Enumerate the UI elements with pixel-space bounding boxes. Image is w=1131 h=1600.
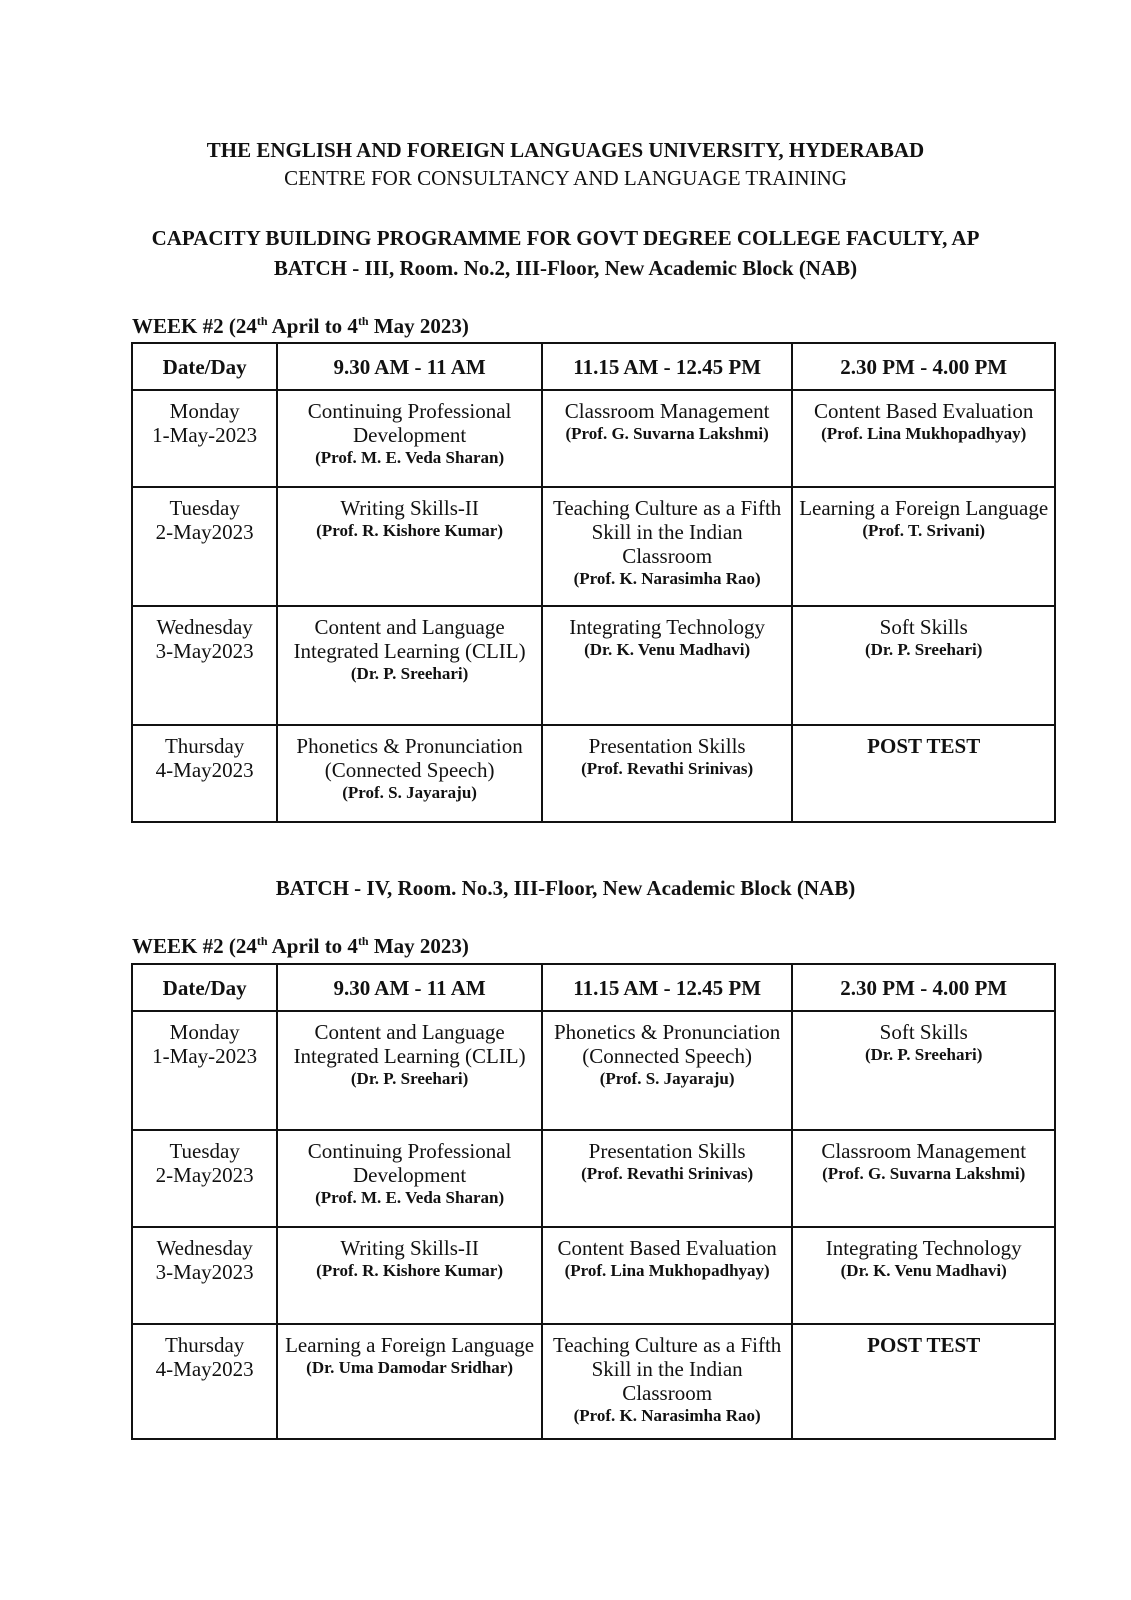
session-cell: Presentation Skills (Prof. Revathi Srinivas) <box>542 1130 793 1227</box>
session-cell: Teaching Culture as a Fifth Skill in the Indian Classroom (Prof. K. Narasimha Rao) <box>542 487 793 606</box>
session-cell: Learning a Foreign Language (Prof. T. Srivani) <box>792 487 1055 606</box>
programme-title: CAPACITY BUILDING PROGRAMME FOR GOVT DEGREE COLLEGE FACULTY, AP <box>151 226 980 250</box>
post-test-cell: POST TEST <box>792 1324 1055 1439</box>
session-cell: Integrating Technology (Dr. K. Venu Madhavi) <box>542 606 793 725</box>
session-cell: Soft Skills (Dr. P. Sreehari) <box>792 1011 1055 1130</box>
week-label: WEEK #2 (24th April to 4th May 2023) <box>132 934 469 958</box>
table-row <box>132 487 1055 606</box>
column-header: 2.30 PM - 4.00 PM <box>792 343 1055 390</box>
day-cell: Monday 1-May-2023 <box>132 1011 277 1130</box>
column-header: 11.15 AM - 12.45 PM <box>542 343 793 390</box>
session-cell: Phonetics & Pronunciation (Connected Speech) (Prof. S. Jayaraju) <box>277 725 542 822</box>
table-row <box>132 1227 1055 1324</box>
session-cell: Writing Skills-II (Prof. R. Kishore Kumar) <box>277 1227 542 1324</box>
session-cell: Content Based Evaluation (Prof. Lina Mukhopadhyay) <box>542 1227 793 1324</box>
batch-3-schedule-table <box>131 342 1056 823</box>
day-cell: Thursday 4-May2023 <box>132 1324 277 1439</box>
column-header: Date/Day <box>132 964 277 1011</box>
table-header-row <box>132 343 1055 390</box>
week-label: WEEK #2 (24th April to 4th May 2023) <box>132 314 469 338</box>
table-row <box>132 1324 1055 1439</box>
column-header: 9.30 AM - 11 AM <box>277 343 542 390</box>
table-row <box>132 1130 1055 1227</box>
session-cell: Content and Language Integrated Learning (CLIL) (Dr. P. Sreehari) <box>277 1011 542 1130</box>
university-title: THE ENGLISH AND FOREIGN LANGUAGES UNIVERSITY, HYDERABAD <box>206 138 925 162</box>
session-cell: Content and Language Integrated Learning (CLIL) (Dr. P. Sreehari) <box>277 606 542 725</box>
session-cell: Classroom Management (Prof. G. Suvarna Lakshmi) <box>792 1130 1055 1227</box>
session-cell: Integrating Technology (Dr. K. Venu Madhavi) <box>792 1227 1055 1324</box>
session-cell: Writing Skills-II (Prof. R. Kishore Kumar) <box>277 487 542 606</box>
session-cell: Learning a Foreign Language (Dr. Uma Damodar Sridhar) <box>277 1324 542 1439</box>
day-cell: Wednesday 3-May2023 <box>132 1227 277 1324</box>
day-cell: Thursday 4-May2023 <box>132 725 277 822</box>
table-row <box>132 1011 1055 1130</box>
session-cell: Teaching Culture as a Fifth Skill in the Indian Classroom (Prof. K. Narasimha Rao) <box>542 1324 793 1439</box>
session-cell: Continuing Professional Development (Prof. M. E. Veda Sharan) <box>277 1130 542 1227</box>
centre-title: CENTRE FOR CONSULTANCY AND LANGUAGE TRAINING <box>284 166 847 190</box>
session-cell: Presentation Skills (Prof. Revathi Srinivas) <box>542 725 793 822</box>
batch-3-heading: BATCH - III, Room. No.2, III-Floor, New Academic Block (NAB) <box>273 256 858 280</box>
batch-4-heading: BATCH - IV, Room. No.3, III-Floor, New Academic Block (NAB) <box>275 876 856 900</box>
day-cell: Tuesday 2-May2023 <box>132 487 277 606</box>
session-cell: Phonetics & Pronunciation (Connected Speech) (Prof. S. Jayaraju) <box>542 1011 793 1130</box>
session-cell: Content Based Evaluation (Prof. Lina Mukhopadhyay) <box>792 390 1055 487</box>
session-cell: Classroom Management (Prof. G. Suvarna Lakshmi) <box>542 390 793 487</box>
day-cell: Monday 1-May-2023 <box>132 390 277 487</box>
column-header: 2.30 PM - 4.00 PM <box>792 964 1055 1011</box>
batch-4-schedule-table <box>131 963 1056 1440</box>
table-row <box>132 606 1055 725</box>
session-cell: Continuing Professional Development (Prof. M. E. Veda Sharan) <box>277 390 542 487</box>
day-cell: Tuesday 2-May2023 <box>132 1130 277 1227</box>
day-cell: Wednesday 3-May2023 <box>132 606 277 725</box>
session-cell: Soft Skills (Dr. P. Sreehari) <box>792 606 1055 725</box>
column-header: Date/Day <box>132 343 277 390</box>
column-header: 11.15 AM - 12.45 PM <box>542 964 793 1011</box>
table-header-row <box>132 964 1055 1011</box>
table-row <box>132 390 1055 487</box>
column-header: 9.30 AM - 11 AM <box>277 964 542 1011</box>
table-row <box>132 725 1055 822</box>
post-test-cell: POST TEST <box>792 725 1055 822</box>
